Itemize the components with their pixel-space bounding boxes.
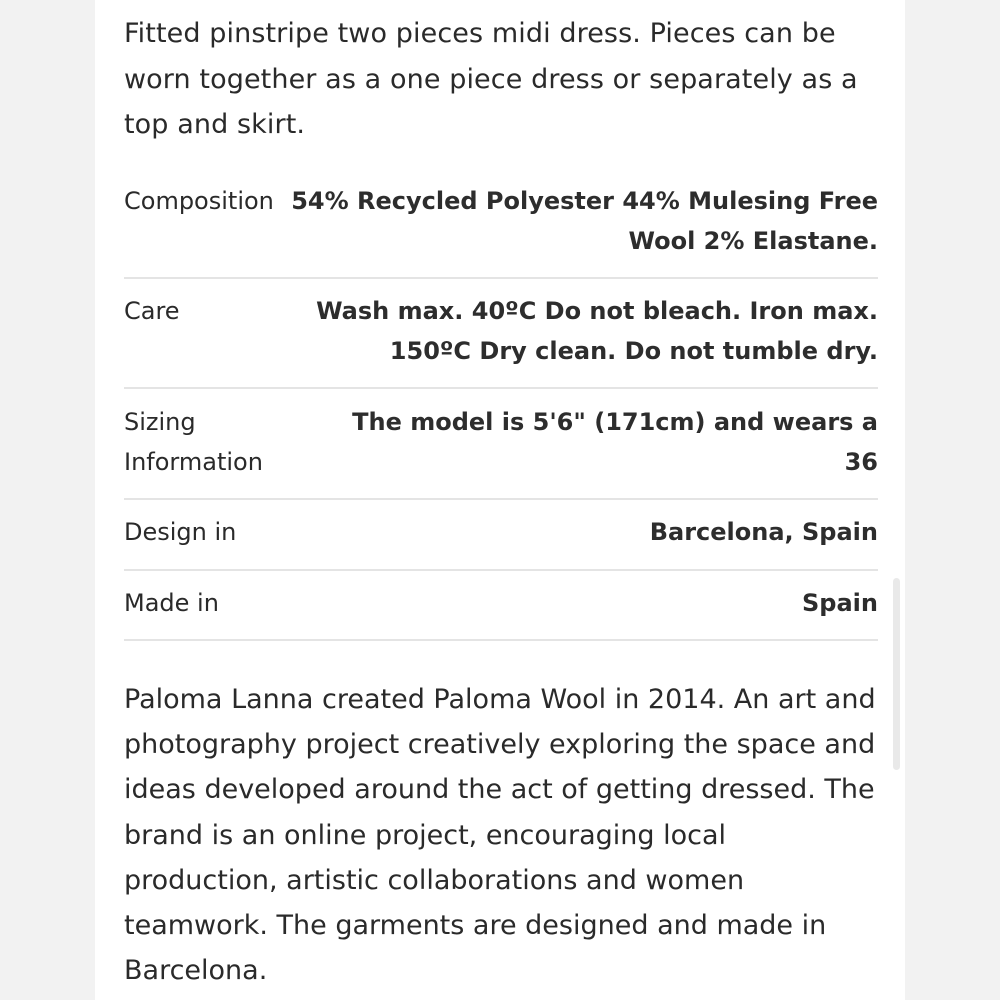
detail-label-composition: Composition (124, 187, 274, 215)
brand-about-text: Paloma Lanna created Paloma Wool in 2014. An art and photography project creatively exploring the space and ideas developed around the act of getting dressed. The brand is an online project, encouraging local production, artistic collaborations and women teamwork. The garments are designed and made in Barcelona. (124, 684, 876, 987)
detail-row-sizing (124, 402, 878, 482)
detail-label-sizing: Sizing Information (124, 408, 263, 476)
detail-row-design-in (124, 512, 878, 552)
detail-label-design-in: Design in (124, 518, 237, 546)
divider (124, 569, 878, 571)
detail-value-composition: 54% Recycled Polyester 44% Mulesing Free Wool 2% Elastane. (291, 187, 878, 255)
divider (124, 277, 878, 279)
detail-value-made-in: Spain (802, 589, 878, 617)
detail-label-made-in: Made in (124, 589, 219, 617)
detail-value-care: Wash max. 40ºC Do not bleach. Iron max. 150ºC Dry clean. Do not tumble dry. (316, 297, 878, 365)
divider (124, 387, 878, 389)
detail-value-design-in: Barcelona, Spain (649, 518, 878, 546)
detail-row-made-in (124, 583, 878, 623)
product-description: Fitted pinstripe two pieces midi dress. Pieces can be worn together as a one piece dress or separately as a top and skirt. (124, 18, 858, 140)
detail-value-sizing: The model is 5'6" (171cm) and wears a 36 (352, 408, 878, 476)
product-details-panel (95, 0, 905, 1000)
scrollbar-thumb[interactable] (893, 578, 900, 770)
divider (124, 498, 878, 500)
detail-row-care (124, 291, 878, 371)
detail-row-composition (124, 181, 878, 261)
divider (124, 639, 878, 641)
detail-label-care: Care (124, 297, 180, 325)
